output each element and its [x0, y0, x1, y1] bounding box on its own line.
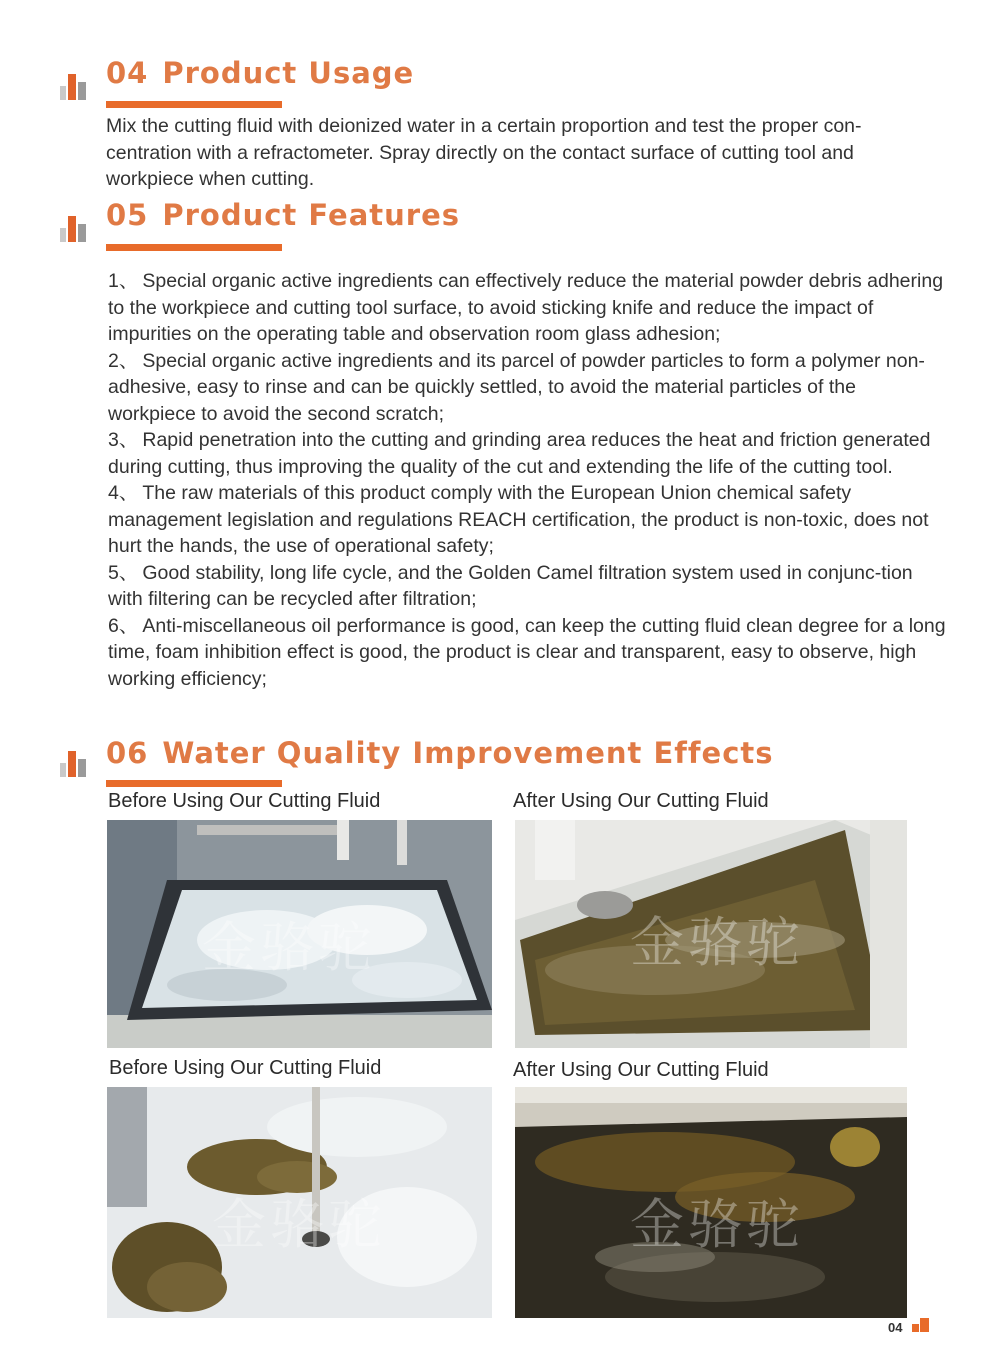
feature-item — [108, 348, 948, 428]
section-underline — [106, 780, 282, 787]
section-bar-icon — [60, 72, 90, 100]
feature-number: 6、 — [108, 614, 139, 637]
photo-caption-after-1: After Using Our Cutting Fluid — [513, 790, 769, 812]
photo-after-clear-2 — [515, 1087, 907, 1318]
features-list — [108, 268, 948, 692]
feature-item — [108, 427, 948, 480]
section-title-water-quality — [106, 736, 774, 770]
feature-number: 2、 — [108, 349, 139, 372]
feature-number: 1、 — [108, 270, 139, 292]
section-underline — [106, 244, 282, 251]
feature-item — [108, 560, 948, 613]
feature-text: Special organic active ingredients and its parcel of powder particles to form a polymer non-adhesive, easy to rinse and can be quickly settled, to avoid the material particles of the workpiece to avoid the second scratch; — [108, 349, 925, 425]
section-number: 04 — [106, 56, 149, 90]
photo-before-foam-1 — [107, 820, 492, 1048]
feature-item — [108, 268, 948, 348]
page-corner-icon — [912, 1318, 930, 1334]
feature-number: 4、 — [108, 482, 139, 504]
section-underline — [106, 101, 282, 108]
watermark: 金骆驼 — [202, 916, 376, 979]
photo-after-clear-1 — [515, 820, 907, 1048]
feature-number: 3、 — [108, 429, 139, 451]
watermark: 金骆驼 — [212, 1193, 386, 1256]
feature-item — [108, 613, 948, 693]
page-number: 04 — [888, 1320, 903, 1335]
feature-text: The raw materials of this product comply with the European Union chemical safety management legislation and regulations REACH certification, the product is non-toxic, does not hurt the hands, the use of operational safety; — [108, 482, 929, 557]
feature-text: Rapid penetration into the cutting and grinding area reduces the heat and friction generated during cutting, thus improving the quality of the cut and extending the life of the cutting tool. — [108, 429, 931, 478]
feature-text: Special organic active ingredients can effectively reduce the material powder debris adhering to the workpiece and cutting tool surface, to avoid sticking knife and reduce the impact of impurities on the operating table and observation room glass adhesion; — [108, 270, 944, 345]
photo-caption-after-2: After Using Our Cutting Fluid — [513, 1059, 769, 1081]
photo-caption-before-2: Before Using Our Cutting Fluid — [109, 1057, 382, 1079]
section-heading: Product Features — [162, 198, 461, 232]
section-bar-icon — [60, 749, 90, 777]
feature-number: 5、 — [108, 561, 139, 584]
feature-text: Anti-miscellaneous oil performance is good, can keep the cutting fluid clean degree for a long time, foam inhibition effect is good, the product is clear and transparent, easy to observe, high working efficiency; — [108, 614, 946, 690]
section-number: 05 — [106, 198, 149, 232]
section-title-features — [106, 198, 460, 232]
photo-caption-before-1: Before Using Our Cutting Fluid — [108, 790, 381, 812]
section-bar-icon — [60, 214, 90, 242]
photo-before-foam-2 — [107, 1087, 492, 1318]
watermark: 金骆驼 — [630, 1193, 804, 1256]
feature-text: Good stability, long life cycle, and the Golden Camel filtration system used in conjunc-tion with filtering can be recycled after filtration; — [108, 561, 913, 610]
section-title-usage — [106, 56, 414, 90]
watermark: 金骆驼 — [630, 911, 804, 974]
feature-item — [108, 480, 948, 560]
section-heading: Water Quality Improvement Effects — [162, 736, 774, 770]
usage-paragraph: Mix the cutting fluid with deionized water in a certain proportion and test the proper con-centration with a refractometer. Spray directly on the contact surface of cutting tool and workpiece when cutting. — [106, 115, 862, 190]
section-number: 06 — [106, 736, 149, 770]
section-heading: Product Usage — [162, 56, 415, 90]
